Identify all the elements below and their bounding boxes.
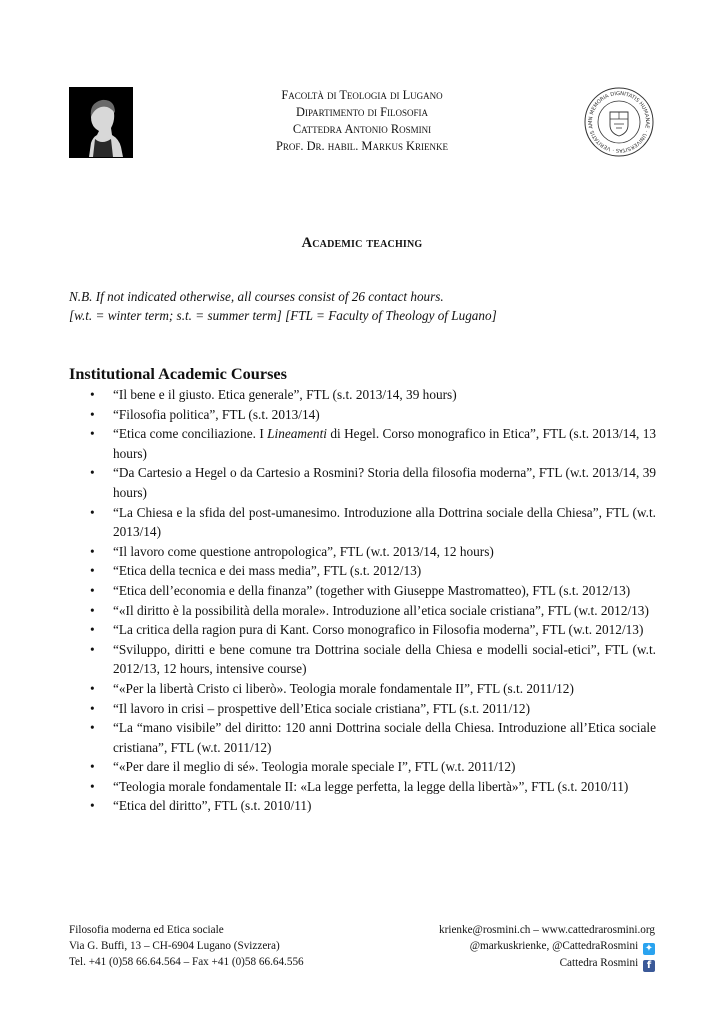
notes — [69, 287, 669, 325]
twitter-handles[interactable]: @markuskrienke, @CattedraRosmini — [469, 940, 639, 952]
list-item: • “«Il diritto è la possibilità della morale». Introduzione all’etica sociale cristiana”, FTL (w.t. 2012/13) — [90, 601, 656, 621]
institution-header — [200, 87, 524, 155]
list-item: • “La critica della ragion pura di Kant. Corso monografico in Filosofia moderna”, FTL (w.t. 2012/13) — [90, 620, 656, 640]
footer-phone: Tel. +41 (0)58 66.64.564 – Fax +41 (0)58 66.64.556 — [69, 956, 304, 968]
list-item: • “La Chiesa e la sfida del post-umanesimo. Introduzione alla Dottrina sociale della Chiesa”, FTL (w.t. 2013/14) — [90, 503, 656, 542]
list-item: • “Teologia morale fondamentale II: «La legge perfetta, la legge della libertà»”, FTL (s.t. 2010/11) — [90, 777, 656, 797]
note-abbreviations: [w.t. = winter term; s.t. = summer term] [FTL = Faculty of Theology of Lugano] — [69, 308, 497, 323]
twitter-icon[interactable]: ✦ — [644, 943, 654, 954]
page-title: Academic teaching — [301, 235, 423, 251]
header-professor: Prof. Dr. habil. Markus Krienke — [276, 139, 448, 153]
list-item: • “Etica della tecnica e dei mass media”, FTL (s.t. 2012/13) — [90, 561, 656, 581]
footer-facebook[interactable] — [325, 955, 655, 972]
footer-street: Via G. Buffi, 13 – CH-6904 Lugano (Svizzera) — [69, 940, 280, 952]
list-item: • “Da Cartesio a Hegel o da Cartesio a Rosmini? Storia della filosofia moderna”, FTL (w.t. 2013/14, 39 hours) — [90, 463, 656, 502]
list-item: • “Etica come conciliazione. I Lineamenti di Hegel. Corso monografico in Etica”, FTL (s.t. 2013/14, 13 hours) — [90, 424, 656, 463]
list-item: • “Il bene e il giusto. Etica generale”, FTL (s.t. 2013/14, 39 hours) — [90, 385, 656, 405]
emphasis-title: Lineamenti — [267, 426, 327, 442]
header-department: Dipartimento di Filosofia — [296, 105, 428, 119]
list-item: • “«Per dare il meglio di sé». Teologia morale speciale I”, FTL (w.t. 2011/12) — [90, 757, 656, 777]
footer-email-website[interactable]: krienke@rosmini.ch – www.cattedrarosmini.org — [439, 924, 655, 936]
note-contact-hours: N.B. If not indicated otherwise, all courses consist of 26 contact hours. — [69, 289, 444, 304]
svg-text:IN MEMORIA DIGNITATIS HUMANAE: IN MEMORIA DIGNITATIS HUMANAE · UNIVERSITAS · VERITATIS AM — [587, 90, 651, 154]
list-item: • “«Per la libertà Cristo ci liberò». Teologia morale fondamentale II”, FTL (s.t. 2011/12) — [90, 679, 656, 699]
list-item: • “Il lavoro in crisi – prospettive dell’Etica sociale cristiana”, FTL (s.t. 2011/12) — [90, 699, 656, 719]
facebook-icon[interactable]: f — [643, 960, 655, 972]
list-item: • “Il lavoro come questione antropologica”, FTL (w.t. 2013/14, 12 hours) — [90, 542, 656, 562]
portrait-image — [69, 87, 133, 158]
facebook-page[interactable]: Cattedra Rosmini — [559, 957, 639, 969]
university-seal — [583, 86, 655, 158]
header-faculty: Facoltà di Teologia di Lugano — [281, 88, 443, 102]
list-item: • “Etica dell’economia e della finanza” (together with Giuseppe Mastromatteo), FTL (s.t. 2012/13) — [90, 581, 656, 601]
list-item: • “Sviluppo, diritti e bene comune tra Dottrina sociale della Chiesa e modelli social-etici”, FTL (w.t. 2012/13, 12 hours, intensive course) — [90, 640, 656, 679]
list-item: • “Etica del diritto”, FTL (s.t. 2010/11) — [90, 796, 656, 816]
footer-contact — [325, 922, 655, 972]
footer-twitter[interactable] — [325, 938, 655, 955]
course-list — [90, 385, 656, 816]
section-heading: Institutional Academic Courses — [69, 364, 287, 383]
list-item: • “Filosofia politica”, FTL (s.t. 2013/14) — [90, 405, 656, 425]
header-chair: Cattedra Antonio Rosmini — [292, 122, 432, 136]
list-item: • “La “mano visibile” del diritto: 120 anni Dottrina sociale della Chiesa. Introduzione all’Etica sociale cristiana”, FTL (w.t. 2011/12) — [90, 718, 656, 757]
footer-department: Filosofia moderna ed Etica sociale — [69, 924, 224, 936]
